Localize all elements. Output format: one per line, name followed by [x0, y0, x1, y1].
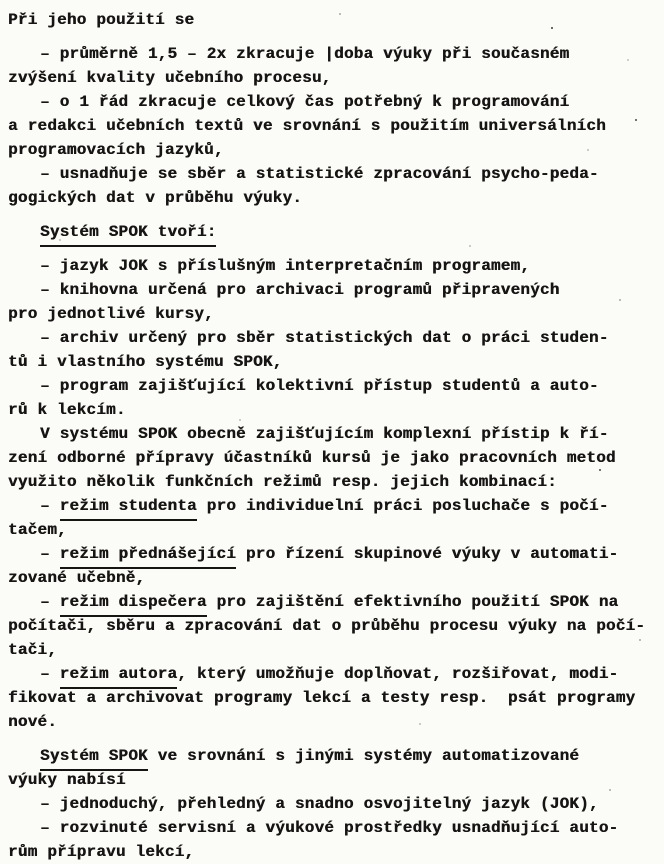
- text-line: [8, 518, 654, 542]
- text-segment: rům přípravu lekcí,: [8, 843, 195, 861]
- text-line: [8, 90, 654, 114]
- text-line: [8, 446, 654, 470]
- text-line: [8, 792, 654, 816]
- text-line: [8, 42, 654, 66]
- text-segment: – rozvinuté servisní a výukové prostředky usnadňující auto-: [40, 819, 619, 837]
- text-segment: počítači, sběru a zpracování dat o průběhu procesu výuky na počí-: [8, 617, 646, 635]
- text-line: [8, 638, 654, 662]
- text-line: [8, 422, 654, 446]
- text-segment: a redakci učebních textů ve srovnání s použitím universálních: [8, 117, 606, 135]
- text-segment: zvýšení kvality učebního procesu,: [8, 69, 332, 87]
- text-line: [8, 662, 654, 686]
- text-segment: –: [40, 497, 60, 515]
- text-segment: – o 1 řád zkracuje celkový čas potřebný k programování: [40, 93, 570, 111]
- text-line: [8, 614, 654, 638]
- underlined-term: Systém SPOK tvoří:: [40, 220, 216, 247]
- text-line: [8, 8, 654, 32]
- text-segment: nové.: [8, 713, 58, 731]
- document-body: [8, 8, 654, 864]
- text-segment: – program zajišťující kolektivní přístup studentů a auto-: [40, 377, 599, 395]
- text-line: [8, 302, 654, 326]
- text-segment: tačem,: [8, 521, 67, 539]
- text-line: [8, 494, 654, 518]
- text-segment: – usnadňuje se sběr a statistické zpracování psycho-peda-: [40, 165, 599, 183]
- text-segment: – knihovna určená pro archivaci programů připravených: [40, 281, 560, 299]
- text-line: [8, 374, 654, 398]
- text-segment: ve srovnání s jinými systémy automatizované: [147, 747, 580, 765]
- text-line: [8, 398, 654, 422]
- text-segment: pro jednotlivé kursy,: [8, 305, 214, 323]
- text-segment: výuky nabísí: [8, 771, 126, 789]
- underlined-term: režim přednášející: [60, 542, 236, 569]
- text-segment: tači,: [8, 641, 58, 659]
- text-line: [8, 326, 654, 350]
- text-segment: –: [40, 545, 60, 563]
- text-line: [8, 254, 654, 278]
- text-line: [8, 566, 654, 590]
- text-segment: pro řízení skupinové výuky v automati-: [236, 545, 619, 563]
- text-line: [8, 768, 654, 792]
- text-line: [8, 66, 654, 90]
- text-line: [8, 162, 654, 186]
- text-segment: rů k lekcím.: [8, 401, 126, 419]
- text-segment: pro zajištění efektivního použití SPOK na: [206, 593, 619, 611]
- text-line: [8, 470, 654, 494]
- underlined-term: režim autora: [60, 662, 178, 689]
- text-segment: V systému SPOK obecně zajišťujícím komplexní přístip k ří-: [40, 425, 609, 443]
- text-line: [8, 840, 654, 864]
- text-line: [8, 686, 654, 710]
- text-segment: tů i vlastního systému SPOK,: [8, 353, 283, 371]
- text-segment: programovacích jazyků,: [8, 141, 224, 159]
- text-line: [8, 220, 654, 244]
- text-line: [8, 590, 654, 614]
- text-segment: –: [40, 593, 60, 611]
- text-segment: využito několik funkčních režimů resp. jejich kombinací:: [8, 473, 557, 491]
- text-line: [8, 350, 654, 374]
- text-segment: – jazyk JOK s příslušným interpretačním programem,: [40, 257, 531, 275]
- text-segment: , který umožňuje doplňovat, rozšiřovat, modi-: [177, 665, 619, 683]
- text-line: [8, 114, 654, 138]
- text-segment: fikovat a archivovat programy lekcí a testy resp. psát programy: [8, 689, 636, 707]
- text-segment: zení odborné přípravy účastníků kursů je jako pracovních metod: [8, 449, 616, 467]
- text-segment: – jednoduchý, přehledný a snadno osvojitelný jazyk (JOK),: [40, 795, 599, 813]
- text-line: [8, 816, 654, 840]
- underlined-term: režim studenta: [60, 494, 197, 521]
- text-segment: – archiv určený pro sběr statistických dat o práci studen-: [40, 329, 609, 347]
- text-line: [8, 138, 654, 162]
- text-segment: Při jeho použití se: [8, 11, 195, 29]
- text-line: [8, 542, 654, 566]
- text-line: [8, 278, 654, 302]
- text-segment: – průměrně 1,5 – 2x zkracuje |doba výuky při současném: [40, 45, 570, 63]
- text-line: [8, 710, 654, 734]
- text-segment: gogických dat v průběhu výuky.: [8, 189, 303, 207]
- text-line: [8, 744, 654, 768]
- text-segment: zované učebně,: [8, 569, 146, 587]
- text-segment: –: [40, 665, 60, 683]
- text-line: [8, 186, 654, 210]
- text-segment: pro individuelní práci posluchače s počí-: [196, 497, 609, 515]
- underlined-term: režim dispečera: [60, 590, 207, 617]
- underlined-term: Systém SPOK: [40, 744, 148, 771]
